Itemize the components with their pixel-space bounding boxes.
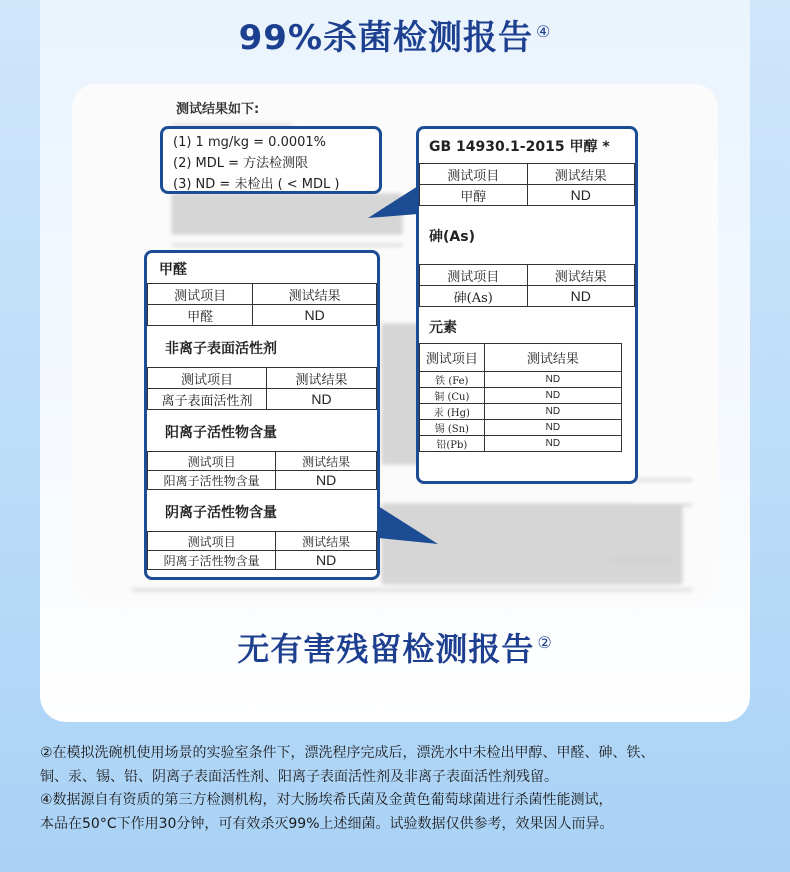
element-result: ND (484, 420, 621, 436)
row-item: 离子表面活性剂 (148, 389, 267, 410)
row-result: ND (267, 389, 377, 410)
row-item: 阴离子活性物含量 (148, 551, 276, 570)
footnote-line: 本品在50°C下作用30分钟，可有效杀灭99%上述细菌。试验数据仅供参考，效果因人而异。 (40, 815, 614, 832)
left-results-panel (144, 250, 380, 580)
row-item: 砷(As) (420, 286, 528, 307)
row-result: ND (527, 185, 635, 206)
footnote-line: 铜、汞、锡、铅、阴离子表面活性剂、阳离子表面活性剂及非离子表面活性剂残留。 (40, 768, 558, 785)
sterilization-report-title (0, 10, 790, 59)
residue-report-title (0, 624, 790, 670)
row-result: ND (527, 286, 635, 307)
cationic-table (147, 451, 377, 490)
section-title: 非离子表面活性剂 (165, 341, 277, 357)
arsenic-title: 砷(As) (429, 229, 475, 245)
callout-pointer (378, 504, 438, 554)
col-item: 测试项目 (420, 344, 485, 372)
report-document-image (72, 84, 718, 602)
formaldehyde-table (147, 283, 377, 326)
methanol-table (419, 163, 635, 206)
col-item: 测试项目 (148, 284, 253, 305)
element-result: ND (484, 436, 621, 452)
footnote-mark: ④ (536, 21, 552, 41)
element-result: ND (484, 372, 621, 388)
col-item: 测试项目 (148, 532, 276, 551)
footnote-line: ②在模拟洗碗机使用场景的实验室条件下，漂洗程序完成后，漂洗水中未检出甲醇、甲醛、砷、铁、 (40, 745, 655, 761)
row-result: ND (276, 551, 377, 570)
element-result: ND (484, 388, 621, 404)
note-line: (1) 1 mg/kg = 0.0001% (173, 135, 327, 150)
col-result: 测试结果 (276, 532, 377, 551)
footnote-line: ④数据源自有资质的第三方检测机构，对大肠埃希氏菌及金黄色葡萄球菌进行杀菌性能测试， (40, 792, 613, 808)
nonionic-table (147, 367, 377, 410)
row-item: 甲醛 (148, 305, 253, 326)
elements-title: 元素 (429, 320, 457, 336)
note-line: (3) ND = 未检出 ( < MDL ) (173, 177, 340, 192)
row-item: 阳离子活性物含量 (148, 471, 276, 490)
arsenic-table (419, 264, 635, 307)
col-result: 测试结果 (527, 164, 635, 185)
title-text: 无有害残留检测报告 (237, 630, 535, 668)
col-result: 测试结果 (527, 265, 635, 286)
right-results-panel (416, 126, 638, 484)
section-title: 甲醛 (159, 262, 187, 278)
results-heading: 测试结果如下: (176, 102, 260, 117)
row-item: 甲醇 (420, 185, 528, 206)
col-item: 测试项目 (148, 452, 276, 471)
col-item: 测试项目 (420, 265, 528, 286)
element-item: 铜 (Cu) (420, 388, 485, 404)
footnotes (40, 742, 760, 836)
col-result: 测试结果 (276, 452, 377, 471)
element-item: 铅(Pb) (420, 436, 485, 452)
section-title: 阳离子活性物含量 (165, 425, 277, 441)
row-result: ND (276, 471, 377, 490)
element-item: 锡 (Sn) (420, 420, 485, 436)
note-line: (2) MDL = 方法检测限 (173, 156, 309, 171)
title-text: 99%杀菌检测报告 (238, 18, 534, 58)
row-result: ND (253, 305, 377, 326)
section-title: 阴离子活性物含量 (165, 505, 277, 521)
footnote-mark: ② (537, 633, 553, 653)
elements-table (419, 343, 622, 452)
col-result: 测试结果 (267, 368, 377, 389)
element-item: 汞 (Hg) (420, 404, 485, 420)
col-item: 测试项目 (420, 164, 528, 185)
element-result: ND (484, 404, 621, 420)
col-item: 测试项目 (148, 368, 267, 389)
standard-label: GB 14930.1-2015 甲醇 * (429, 139, 610, 155)
col-result: 测试结果 (484, 344, 621, 372)
anionic-table (147, 531, 377, 570)
element-item: 铁 (Fe) (420, 372, 485, 388)
notes-panel (160, 126, 382, 194)
col-result: 测试结果 (253, 284, 377, 305)
